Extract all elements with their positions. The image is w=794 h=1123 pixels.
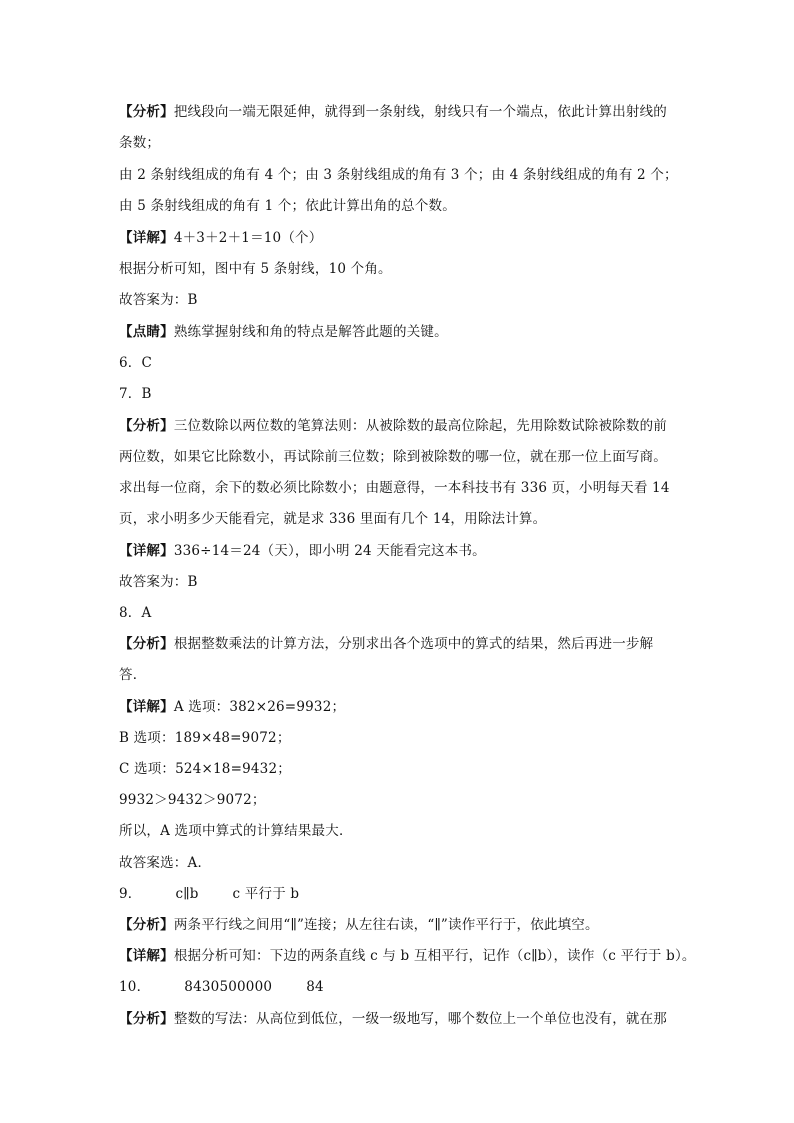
- text-line: [119, 946, 719, 966]
- text-line: [119, 634, 719, 654]
- line-text: 9932＞9432＞9072；: [119, 792, 266, 808]
- line-text: 6．C: [119, 355, 153, 371]
- line-text: 7．B: [119, 386, 152, 402]
- answer-line-10: [119, 977, 719, 997]
- text-line: [119, 447, 719, 467]
- text-line: [119, 759, 719, 779]
- section-tag: 【详解】: [119, 948, 174, 964]
- answer-blank-2: 84: [306, 979, 324, 995]
- section-tag: 【分析】: [119, 418, 174, 434]
- text-line: [119, 509, 719, 529]
- text-line: [119, 665, 719, 685]
- section-tag: 【详解】: [119, 699, 174, 715]
- text-line: [119, 416, 719, 436]
- line-text: 整数的写法：从高位到低位，一级一级地写，哪个数位上一个单位也没有，就在那: [173, 1011, 668, 1027]
- line-text: 4＋3＋2＋1＝10（个）: [173, 230, 323, 246]
- line-text: 答．: [119, 667, 147, 683]
- section-tag: 【详解】: [119, 543, 174, 559]
- text-line: [119, 853, 719, 873]
- text-line: [119, 290, 719, 310]
- answer-line-9: [119, 884, 719, 904]
- answer-blank-1: c∥b: [175, 886, 199, 902]
- line-text: A 选项：382×26=9932；: [173, 699, 346, 715]
- line-text: 根据分析可知，图中有 5 条射线，10 个角。: [119, 261, 392, 277]
- text-line: [119, 353, 719, 373]
- line-text: 由 5 条射线组成的角有 1 个；依此计算出角的总个数。: [119, 198, 456, 214]
- text-line: [119, 228, 719, 248]
- text-line: [119, 603, 719, 623]
- text-line: [119, 821, 719, 841]
- section-tag: 【分析】: [119, 917, 174, 933]
- text-line: [119, 728, 719, 748]
- section-tag: 【分析】: [119, 1011, 174, 1027]
- text-line: [119, 196, 719, 216]
- line-text: C 选项：524×18=9432；: [119, 761, 291, 777]
- line-text: 根据整数乘法的计算方法，分别求出各个选项中的算式的结果，然后再进一步解: [173, 636, 654, 652]
- line-text: B 选项：189×48=9072；: [119, 730, 291, 746]
- answer-blank-1: 8430500000: [184, 979, 273, 995]
- text-line: [119, 259, 719, 279]
- line-text: 两条平行线之间用“∥”连接；从左往右读，“∥”读作平行于，依此填空。: [173, 917, 599, 933]
- text-line: [119, 1009, 719, 1029]
- line-text: 故答案为：B: [119, 574, 198, 590]
- line-text: 条数；: [119, 135, 161, 151]
- line-text: 故答案选：A．: [119, 855, 212, 871]
- line-text: 故答案为：B: [119, 292, 198, 308]
- line-text: 三位数除以两位数的笔算法则：从被除数的最高位除起，先用除数试除被除数的前: [173, 418, 668, 434]
- section-tag: 【点睛】: [119, 324, 174, 340]
- section-tag: 【分析】: [119, 636, 174, 652]
- line-text: 由 2 条射线组成的角有 4 个；由 3 条射线组成的角有 3 个；由 4 条射线组成的角有 2 个；: [119, 167, 678, 183]
- question-number: 10．: [119, 979, 151, 995]
- line-text: 所以，A 选项中算式的计算结果最大．: [119, 823, 353, 839]
- question-number: 9．: [119, 886, 142, 902]
- line-text: 根据分析可知：下边的两条直线 c 与 b 互相平行，记作（c∥b），读作（c 平行于 b）。: [173, 948, 696, 964]
- text-line: [119, 915, 719, 935]
- line-text: 页，求小明多少天能看完，就是求 336 里面有几个 14，用除法计算。: [119, 511, 547, 527]
- text-line: [119, 541, 719, 561]
- section-tag: 【详解】: [119, 230, 174, 246]
- line-text: 336÷14＝24（天），即小明 24 天能看完这本书。: [173, 543, 486, 559]
- line-text: 8．A: [119, 605, 152, 621]
- line-text: 熟练掌握射线和角的特点是解答此题的关键。: [173, 324, 448, 340]
- text-line: [119, 697, 719, 717]
- text-line: [119, 322, 719, 342]
- line-text: 把线段向一端无限延伸，就得到一条射线，射线只有一个端点，依此计算出射线的: [173, 104, 668, 120]
- text-line: [119, 165, 719, 185]
- text-line: [119, 102, 719, 122]
- section-tag: 【分析】: [119, 104, 174, 120]
- text-line: [119, 478, 719, 498]
- text-line: [119, 133, 719, 153]
- text-line: [119, 572, 719, 592]
- line-text: 两位数，如果它比除数小，再试除前三位数；除到被除数的哪一位，就在那一位上面写商。: [119, 449, 667, 465]
- answer-blank-2: c 平行于 b: [232, 886, 300, 902]
- text-line: [119, 790, 719, 810]
- line-text: 求出每一位商，余下的数必须比除数小；由题意得，一本科技书有 336 页，小明每天看 14: [119, 480, 670, 496]
- text-line: [119, 384, 719, 404]
